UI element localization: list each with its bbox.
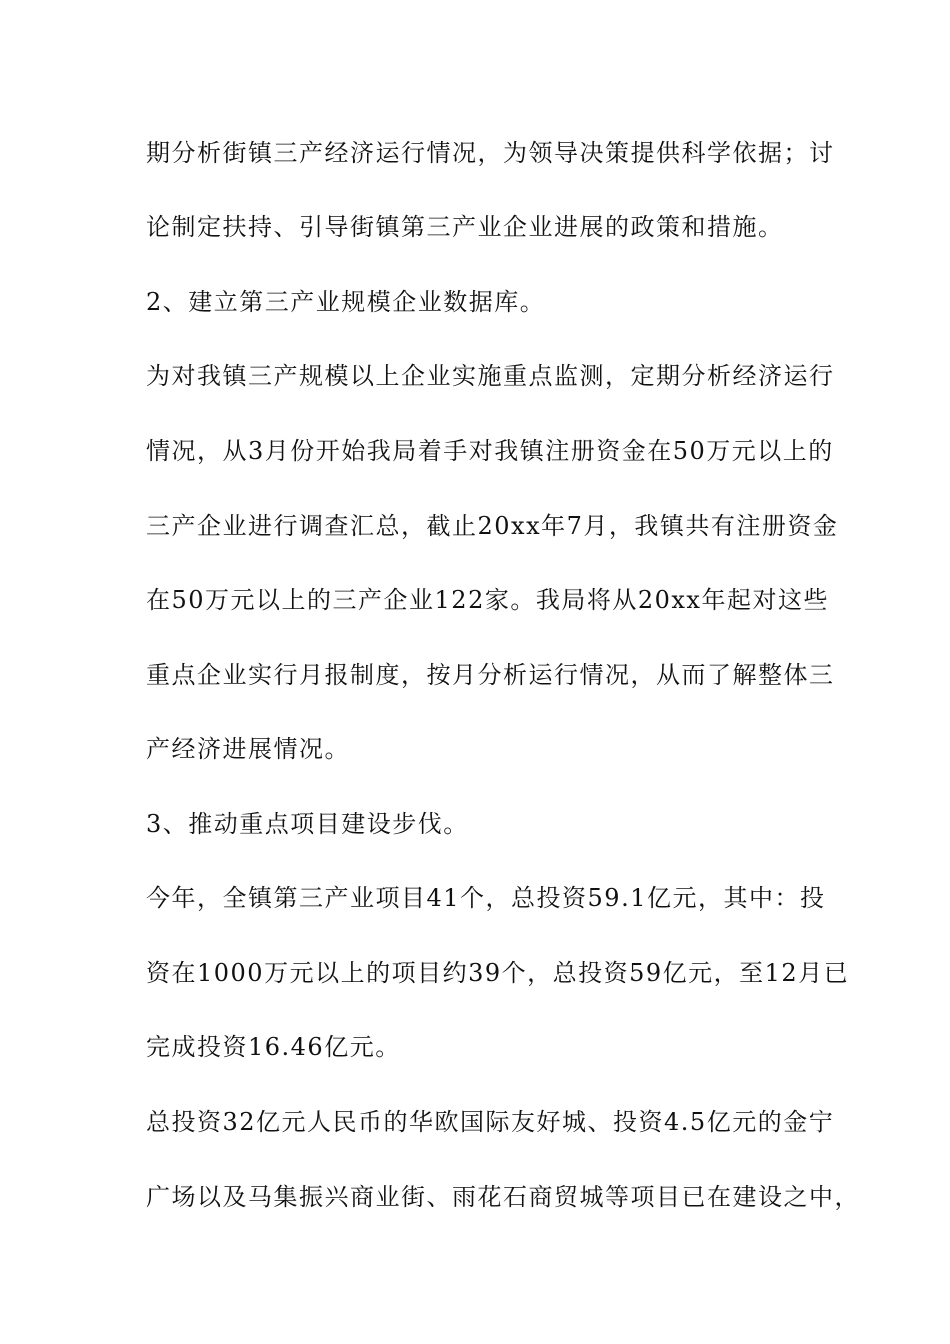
section-heading-2: 2、建立第三产业规模企业数据库。 — [146, 288, 546, 316]
text-line-9: 产经济进展情况。 — [146, 735, 350, 763]
text-line-12: 资在1000万元以上的项目约39个，总投资59亿元，至12月已 — [146, 959, 850, 987]
text-line-15: 广场以及马集振兴商业街、雨花石商贸城等项目已在建设之中， — [146, 1183, 860, 1211]
text-line-2: 论制定扶持、引导街镇第三产业企业进展的政策和措施。 — [146, 213, 784, 241]
text-line-5: 情况，从3月份开始我局着手对我镇注册资金在50万元以上的 — [146, 437, 834, 465]
text-line-1: 期分析街镇三产经济运行情况，为领导决策提供科学依据；讨 — [146, 139, 835, 167]
text-line-14: 总投资32亿元人民币的华欧国际友好城、投资4.5亿元的金宁 — [146, 1108, 835, 1136]
text-line-7: 在50万元以上的三产企业122家。我局将从20xx年起对这些 — [146, 586, 829, 614]
text-line-13: 完成投资16.46亿元。 — [146, 1033, 401, 1061]
text-line-6: 三产企业进行调查汇总，截止20xx年7月，我镇共有注册资金 — [146, 512, 839, 540]
text-line-8: 重点企业实行月报制度，按月分析运行情况，从而了解整体三 — [146, 661, 835, 689]
text-line-4: 为对我镇三产规模以上企业实施重点监测，定期分析经济运行 — [146, 362, 835, 390]
text-line-11: 今年，全镇第三产业项目41个，总投资59.1亿元，其中：投 — [146, 884, 826, 912]
section-heading-3: 3、推动重点项目建设步伐。 — [146, 810, 469, 838]
